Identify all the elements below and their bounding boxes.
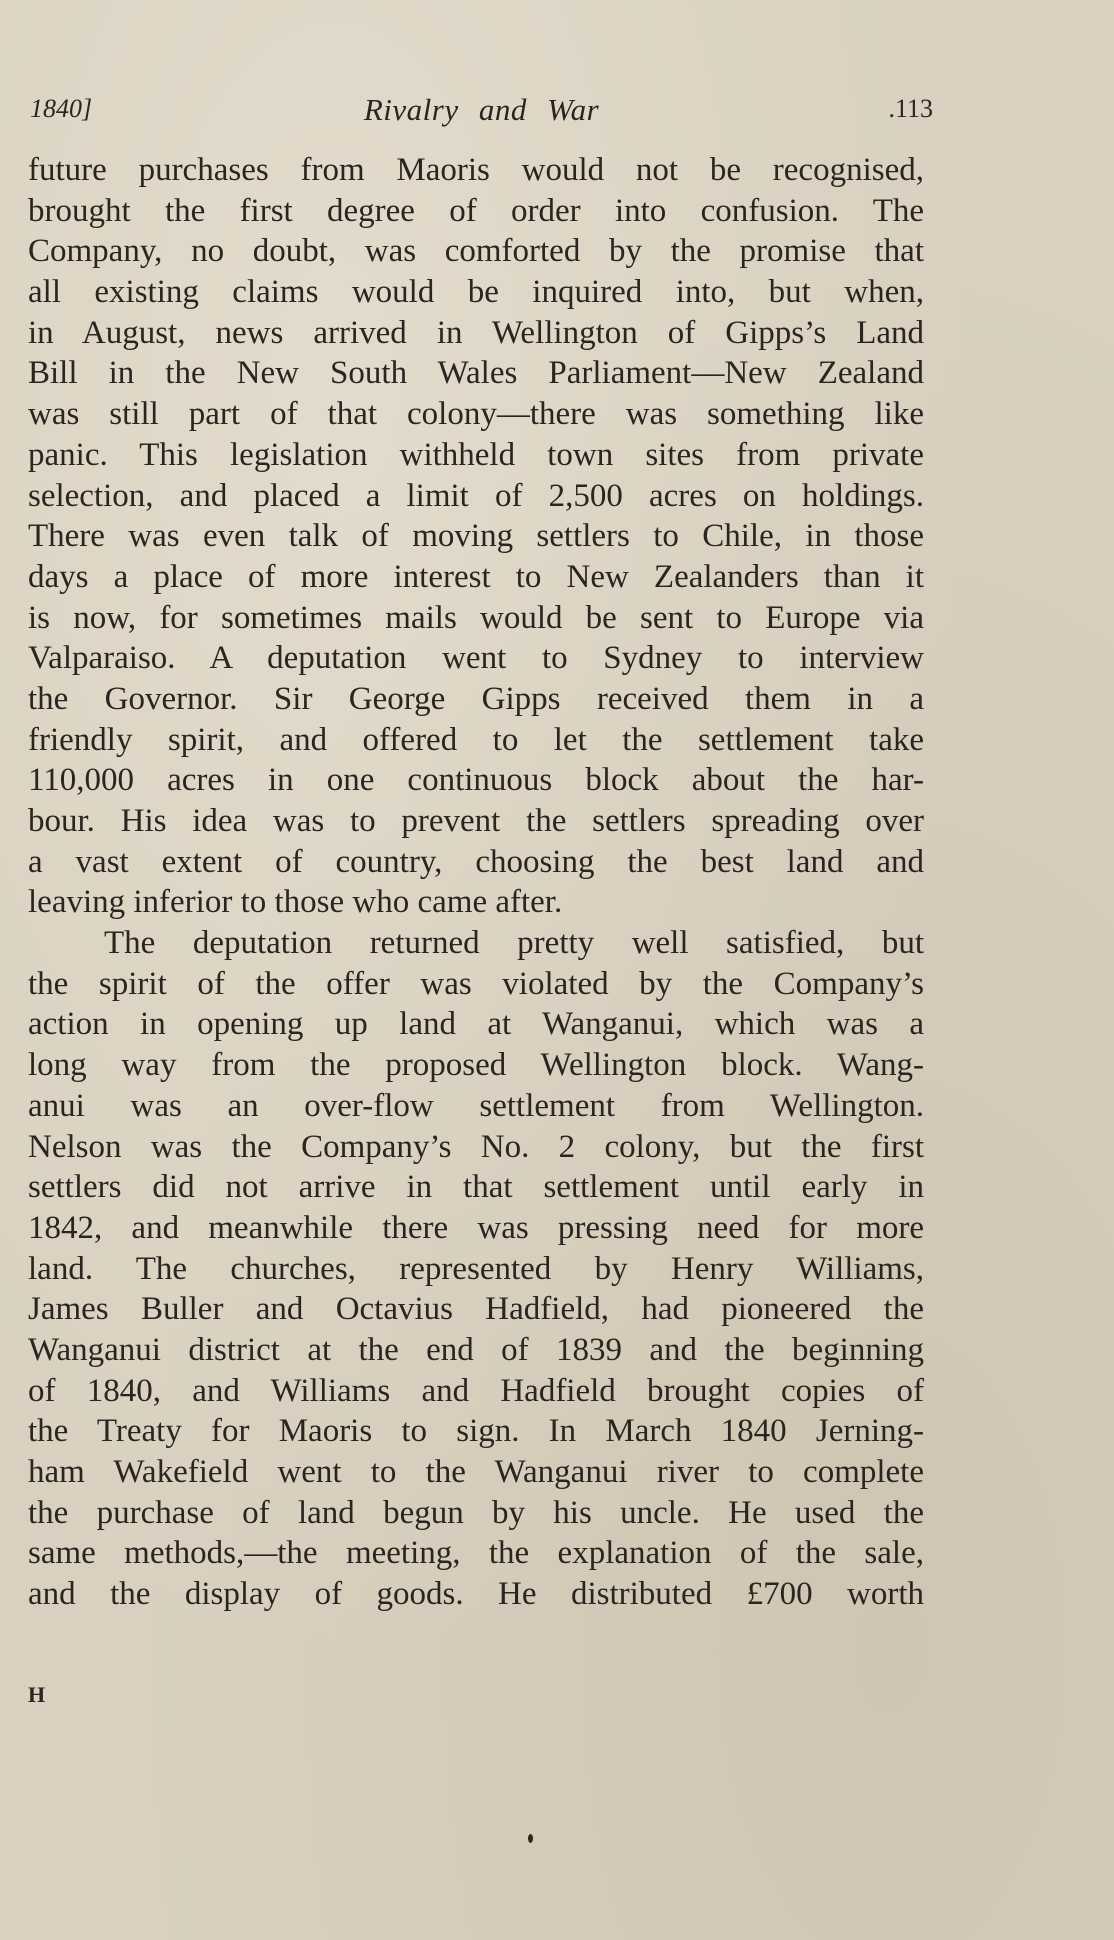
signature-mark: H — [28, 1682, 47, 1707]
text-line: 110,000 acres in one continuous block about the har- — [28, 762, 924, 799]
text-line: days a place of more interest to New Zealanders than it — [28, 558, 924, 595]
text-line: all existing claims would be inquired into, but when, — [28, 274, 924, 311]
text-line: Bill in the New South Wales Parliament—New Zealand — [28, 355, 924, 392]
page-number: .113 — [888, 94, 933, 123]
text-line: the Treaty for Maoris to sign. In March 1840 Jerning- — [28, 1413, 924, 1450]
text-line: Nelson was the Company’s No. 2 colony, but the first — [28, 1128, 924, 1165]
text-line: friendly spirit, and offered to let the settlement take — [28, 721, 924, 758]
text-line: brought the first degree of order into confusion. The — [28, 192, 924, 229]
text-line: long way from the proposed Wellington block. Wang- — [28, 1047, 924, 1084]
running-head-title — [30, 92, 933, 128]
text-line: a vast extent of country, choosing the best land and — [28, 843, 924, 880]
text-line: James Buller and Octavius Hadfield, had pioneered the — [28, 1291, 924, 1328]
text-line: There was even talk of moving settlers to Chile, in those — [28, 518, 924, 555]
text-line: the spirit of the offer was violated by the Company’s — [28, 965, 924, 1002]
running-head-year: 1840] — [30, 94, 93, 123]
running-head-title-word: and — [478, 92, 527, 127]
text-line: settlers did not arrive in that settlement until early in — [28, 1169, 924, 1206]
text-line: The deputation returned pretty well satisfied, but — [104, 925, 924, 962]
text-line: future purchases from Maoris would not be recognised, — [28, 152, 924, 188]
text-line: land. The churches, represented by Henry Williams, — [28, 1250, 924, 1287]
text-line: Wanganui district at the end of 1839 and the beginning — [28, 1331, 924, 1368]
text-line: leaving inferior to those who came after. — [28, 884, 563, 921]
text-line: 1842, and meanwhile there was pressing need for more — [28, 1209, 924, 1246]
text-line: same methods,—the meeting, the explanation of the sale, — [28, 1535, 924, 1572]
text-line: was still part of that colony—there was something like — [28, 396, 924, 433]
text-line: Company, no doubt, was comforted by the promise that — [28, 233, 924, 270]
text-line: in August, news arrived in Wellington of Gipps’s Land — [28, 314, 924, 351]
text-line: panic. This legislation withheld town sites from private — [28, 436, 924, 473]
text-line: action in opening up land at Wanganui, which was a — [28, 1006, 924, 1043]
running-head-title-word: Rivalry — [363, 92, 459, 127]
body-text — [28, 150, 924, 1615]
text-line: the purchase of land begun by his uncle. He used the — [28, 1494, 924, 1531]
text-line: of 1840, and Williams and Hadfield brought copies of — [28, 1372, 924, 1409]
text-line: anui was an over-flow settlement from Wellington. — [28, 1087, 924, 1124]
text-line: selection, and placed a limit of 2,500 acres on holdings. — [28, 477, 924, 514]
text-line: bour. His idea was to prevent the settlers spreading over — [28, 803, 924, 839]
running-head — [30, 92, 933, 132]
text-line: the Governor. Sir George Gipps received them in a — [28, 680, 924, 717]
text-line: and the display of goods. He distributed £700 worth — [28, 1576, 924, 1613]
text-line: ham Wakefield went to the Wanganui river to complete — [28, 1454, 924, 1490]
running-head-title-word: War — [547, 92, 600, 127]
text-line: is now, for sometimes mails would be sent to Europe via — [28, 599, 924, 636]
ink-speck — [528, 1834, 533, 1843]
text-line: Valparaiso. A deputation went to Sydney to interview — [28, 640, 924, 677]
